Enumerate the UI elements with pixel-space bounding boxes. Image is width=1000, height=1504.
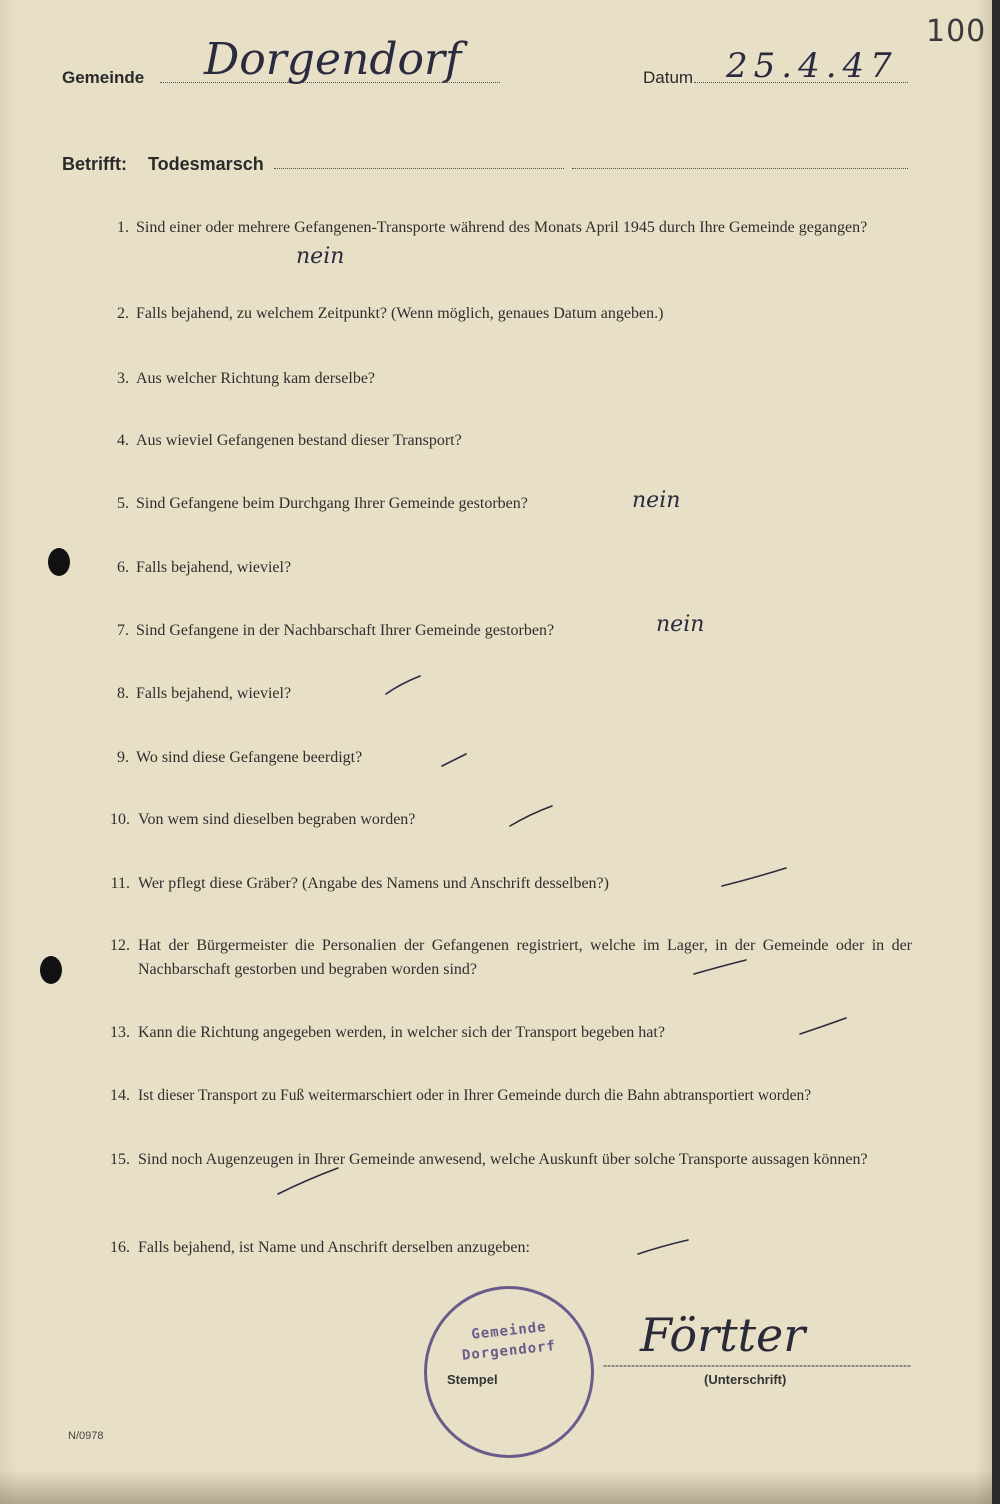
question-number: 1. <box>117 219 129 236</box>
question-text: Falls bejahend, wieviel? <box>136 559 292 576</box>
question-number: 13. <box>110 1024 130 1041</box>
question-number: 8. <box>117 685 129 702</box>
gemeinde-handwritten: Dorgendorf <box>204 34 462 85</box>
answer-5-handwritten: nein <box>632 488 681 513</box>
question-number: 3. <box>117 370 129 387</box>
answer-1-handwritten: nein <box>296 244 345 269</box>
question-number: 7. <box>117 622 129 639</box>
question-number: 15. <box>110 1151 130 1168</box>
question-text: Falls bejahend, zu welchem Zeitpunkt? (Wenn möglich, genaues Datum angeben.) <box>136 305 664 322</box>
datum-label: Datum <box>643 68 694 87</box>
punch-hole-bottom <box>40 956 62 984</box>
question-number: 11. <box>110 875 130 892</box>
question-text: Aus welcher Richtung kam derselbe? <box>136 370 376 387</box>
answer-9-dash <box>442 754 466 766</box>
question-text: Sind Gefangene in der Nachbarschaft Ihrer Gemeinde gestorben? <box>136 622 555 639</box>
question-text: Ist dieser Transport zu Fuß weitermarschiert oder in Ihrer Gemeinde durch die Bahn abtransportiert worden? <box>138 1087 812 1104</box>
answer-11-dash <box>722 868 786 886</box>
answer-15-dash <box>278 1168 338 1194</box>
question-number: 10. <box>110 811 130 828</box>
answer-8-dash <box>386 676 420 694</box>
question-number: 5. <box>117 495 129 512</box>
question-number: 14. <box>110 1087 130 1104</box>
question-text: Hat der Bürgermeister die Personalien der Gefangenen registriert, welche im Lager, in der Gemeinde oder in der Nachbarschaft gestorben und begraben worden sind? <box>138 937 912 978</box>
question-text: Falls bejahend, ist Name und Anschrift derselben anzugeben: <box>138 1239 530 1256</box>
question-number: 12. <box>110 937 130 954</box>
gemeinde-label: Gemeinde <box>62 68 145 87</box>
stamp-line-1: Gemeinde <box>470 1319 548 1343</box>
question-text: Wo sind diese Gefangene beerdigt? <box>136 749 363 766</box>
question-text: Falls bejahend, wieviel? <box>136 685 292 702</box>
signature-label: (Unterschrift) <box>704 1372 787 1387</box>
question-text: Von wem sind dieselben begraben worden? <box>138 811 416 828</box>
question-number: 9. <box>117 749 129 766</box>
punch-hole-top <box>48 548 70 576</box>
answer-7-handwritten: nein <box>656 612 705 637</box>
question-number: 6. <box>117 559 129 576</box>
question-text: Sind einer oder mehrere Gefangenen-Transporte während des Monats April 1945 durch Ihre Gemeinde gegangen? <box>136 219 868 236</box>
datum-handwritten: 25.4.47 <box>726 46 898 86</box>
question-number: 4. <box>117 432 129 449</box>
question-text: Wer pflegt diese Gräber? (Angabe des Namens und Anschrift desselben?) <box>138 875 609 892</box>
stamp-label: Stempel <box>447 1372 498 1387</box>
answer-16-dash <box>638 1240 688 1254</box>
question-text: Kann die Richtung angegeben werden, in welcher sich der Transport begeben hat? <box>138 1024 665 1041</box>
answer-13-dash <box>800 1018 846 1034</box>
question-text: Aus wieviel Gefangenen bestand dieser Transport? <box>136 432 462 449</box>
betrifft-label: Betrifft: <box>62 154 127 174</box>
answer-12-dash <box>694 960 746 974</box>
question-number: 2. <box>117 305 129 322</box>
signature-handwritten: Förtter <box>640 1308 806 1362</box>
question-number: 16. <box>110 1239 130 1256</box>
answer-10-dash <box>510 806 552 826</box>
betrifft-value: Todesmarsch <box>148 154 264 174</box>
page-number: 100 <box>926 14 987 49</box>
question-text: Sind Gefangene beim Durchgang Ihrer Gemeinde gestorben? <box>136 495 528 512</box>
stamp-line-2: Dorgendorf <box>461 1338 557 1364</box>
document-code: N/0978 <box>68 1430 104 1442</box>
question-text: Sind noch Augenzeugen in Ihrer Gemeinde anwesend, welche Auskunft über solche Transporte aussagen können? <box>138 1151 868 1168</box>
